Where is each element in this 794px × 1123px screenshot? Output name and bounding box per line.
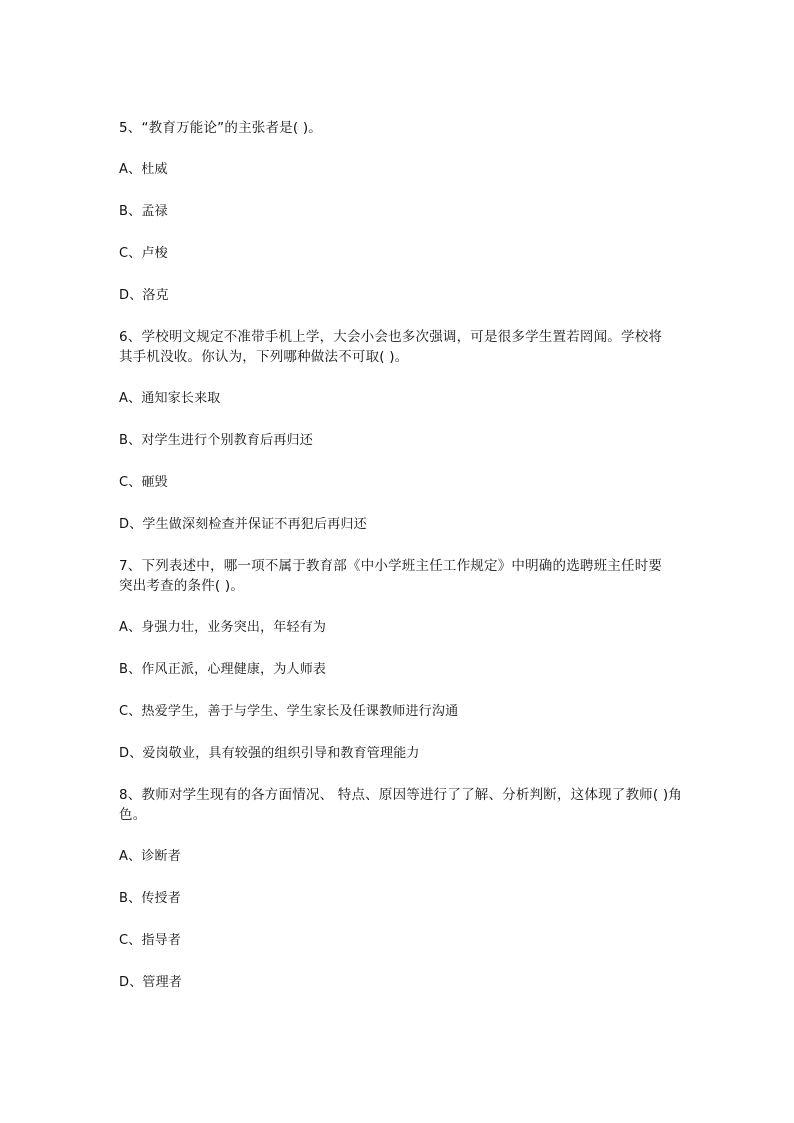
question-7-option-b: B、作风正派，心理健康，为人师表 xyxy=(119,662,327,677)
question-8-stem-line-2: 色。 xyxy=(119,807,147,823)
question-5-option-a: A、杜威 xyxy=(119,162,168,177)
question-5-option-c: C、卢梭 xyxy=(119,246,168,261)
question-6-stem-line-2: 其手机没收。你认为，下列哪种做法不可取( )。 xyxy=(119,349,409,365)
question-8-option-b: B、传授者 xyxy=(119,891,181,906)
question-6-option-b: B、对学生进行个别教育后再归还 xyxy=(119,433,313,448)
question-5-option-d: D、洛克 xyxy=(119,288,169,303)
question-7-option-d: D、爱岗敬业，具有较强的组织引导和教育管理能力 xyxy=(119,746,420,761)
question-8-option-d: D、管理者 xyxy=(119,975,183,990)
question-7-option-a: A、身强力壮，业务突出，年轻有为 xyxy=(119,620,327,635)
question-6-option-d: D、学生做深刻检查并保证不再犯后再归还 xyxy=(119,517,367,532)
question-6-option-a: A、通知家长来取 xyxy=(119,391,221,406)
question-7-stem-line-1: 7、下列表述中，哪一项不属于教育部《中小学班主任工作规定》中明确的选聘班主任时要 xyxy=(119,558,663,574)
question-8-option-c: C、指导者 xyxy=(119,933,182,948)
question-6-option-c: C、砸毁 xyxy=(119,475,168,490)
question-7-option-c: C、热爱学生，善于与学生、学生家长及任课教师进行沟通 xyxy=(119,704,459,719)
question-8-stem-line-1: 8、教师对学生现有的各方面情况、 特点、原因等进行了了解、分析判断，这体现了教师( )角 xyxy=(119,787,683,803)
question-5-stem-line-1: 5、“教育万能论”的主张者是( )。 xyxy=(119,120,323,136)
question-7-stem-line-2: 突出考查的条件( )。 xyxy=(119,578,245,594)
question-5-option-b: B、孟禄 xyxy=(119,204,168,219)
question-8-option-a: A、诊断者 xyxy=(119,849,181,864)
question-6-stem-line-1: 6、学校明文规定不准带手机上学，大会小会也多次强调，可是很多学生置若罔闻。学校将 xyxy=(119,329,663,345)
